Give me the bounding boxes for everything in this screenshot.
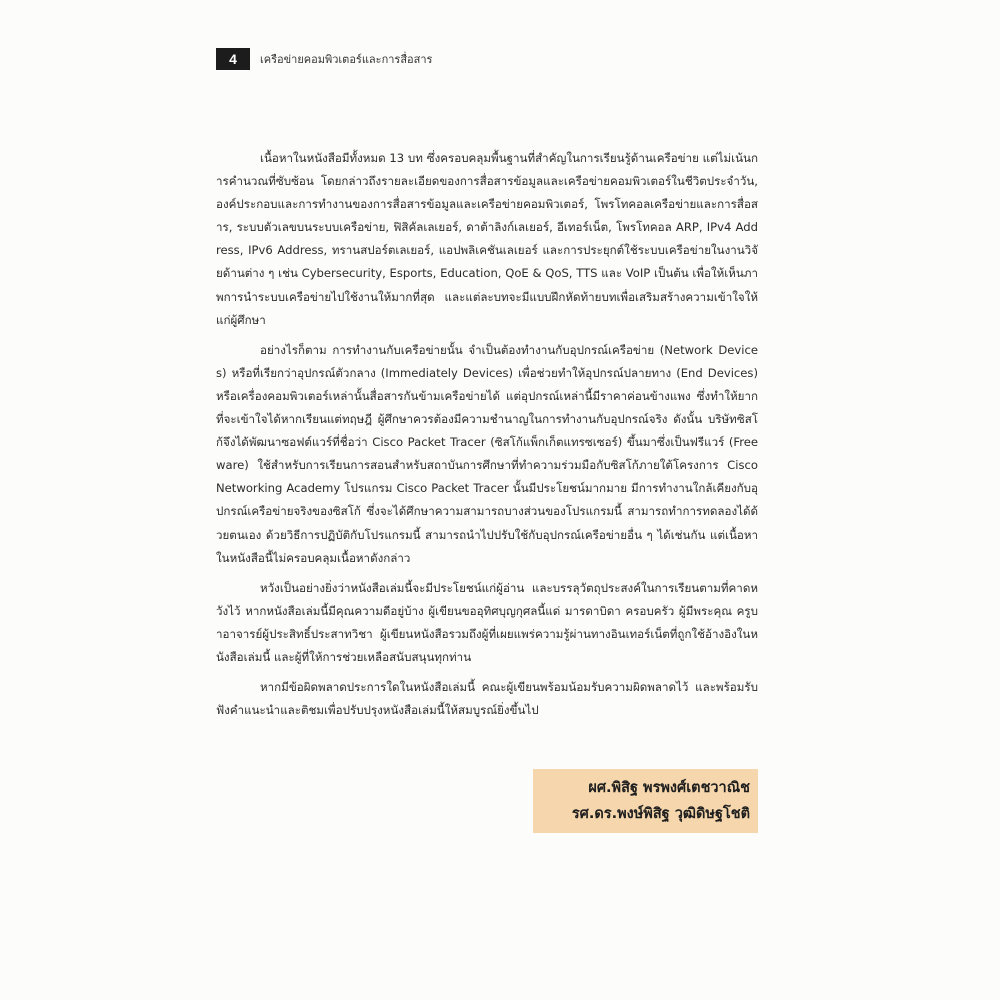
author-signature-box: [533, 769, 758, 833]
author-name-2: รศ.ดร.พงษ์พิสิฐ วุฒิดิษฐโชติ: [571, 806, 750, 822]
paragraph-1: เนื้อหาในหนังสือมีทั้งหมด 13 บท ซึ่งครอบคลุมพื้นฐานที่สำคัญในการเรียนรู้ด้านเครือข่าย แต่ไม่เน้นการคำนวณที่ซับซ้อน โดยกล่าวถึงรายละเอียดของการสื่อสารข้อมูลและเครือข่ายคอมพิวเตอร์ในชีวิตประจำวัน, องค์ประกอบและการทำงานของการสื่อสารข้อมูลและเครือข่ายคอมพิวเตอร์, โพรโทคอลเครือข่ายและการสื่อสาร, ระบบตัวเลขบนระบบเครือข่าย, ฟิสิคัลเลเยอร์, ดาต้าลิงก์เลเยอร์, อีเทอร์เน็ต, โพรโทคอล ARP, IPv4 Address, IPv6 Address, ทรานสปอร์ตเลเยอร์, แอปพลิเคชันเลเยอร์ และการประยุกต์ใช้ระบบเครือข่ายในงานวิจัยด้านต่าง ๆ เช่น Cybersecurity, Esports, Education, QoE & QoS, TTS และ VoIP เป็นต้น เพื่อให้เห็นภาพการนำระบบเครือข่ายไปใช้งานให้มากที่สุด และแต่ละบทจะมีแบบฝึกหัดท้ายบทเพื่อเสริมสร้างความเข้าใจให้แก่ผู้ศึกษา: [216, 151, 758, 327]
page-number: 4: [216, 48, 250, 70]
paragraph-2: อย่างไรก็ตาม การทำงานกับเครือข่ายนั้น จำเป็นต้องทำงานกับอุปกรณ์เครือข่าย (Network Devices) หรือที่เรียกว่าอุปกรณ์ตัวกลาง (Immediately Devices) เพื่อช่วยทำให้อุปกรณ์ปลายทาง (End Devices) หรือเครื่องคอมพิวเตอร์เหล่านั้นสื่อสารกันข้ามเครือข่ายได้ แต่อุปกรณ์เหล่านี้มีราคาค่อนข้างแพง ซึ่งทำให้ยากที่จะเข้าใจได้หากเรียนแต่ทฤษฎี ผู้ศึกษาควรต้องมีความชำนาญในการทำงานกับอุปกรณ์จริง ดังนั้น บริษัทซิสโก้จึงได้พัฒนาซอฟต์แวร์ที่ชื่อว่า Cisco Packet Tracer (ซิสโก้แพ็กเก็ตแทรซเซอร์) ขึ้นมาซึ่งเป็นฟรีแวร์ (Freeware) ใช้สำหรับการเรียนการสอนสำหรับสถาบันการศึกษาที่ทำความร่วมมือกับซิสโก้ภายใต้โครงการ Cisco Networking Academy โปรแกรม Cisco Packet Tracer นั้นมีประโยชน์มากมาย มีการทำงานใกล้เคียงกับอุปกรณ์เครือข่ายจริงของซิสโก้ ซึ่งจะได้ศึกษาความสามารถบางส่วนของโปรแกรมนี้ สามารถทำการทดลองได้ด้วยตนเอง ด้วยวิธีการปฏิบัติกับโปรแกรมนี้ สามารถนำไปปรับใช้กับอุปกรณ์เครือข่ายอื่น ๆ ได้เช่นกัน แต่เนื้อหาในหนังสือนี้ไม่ครอบคลุมเนื้อหาดังกล่าว: [216, 342, 758, 565]
paragraph-4: หากมีข้อผิดพลาดประการใดในหนังสือเล่มนี้ คณะผู้เขียนพร้อมน้อมรับความผิดพลาดไว้ และพร้อมรับฟังคำแนะนำและติชมเพื่อปรับปรุงหนังสือเล่มนี้ให้สมบูรณ์ยิ่งขึ้นไป: [216, 680, 758, 718]
page-header: [216, 48, 432, 70]
chapter-title: เครือข่ายคอมพิวเตอร์และการสื่อสาร: [260, 53, 433, 66]
body-text: [216, 147, 758, 729]
paragraph-3: หวังเป็นอย่างยิ่งว่าหนังสือเล่มนี้จะมีประโยชน์แก่ผู้อ่าน และบรรลุวัตถุประสงค์ในการเรียนตามที่คาดหวังไว้ หากหนังสือเล่มนี้มีคุณความดีอยู่บ้าง ผู้เขียนขออุทิศบุญกุศลนี้แด่ มารดาบิดา ครอบครัว ผู้มีพระคุณ ครูบาอาจารย์ผู้ประสิทธิ์ประสาทวิชา ผู้เขียนหนังสือรวมถึงผู้ที่เผยแพร่ความรู้ผ่านทางอินเทอร์เน็ตที่ถูกใช้อ้างอิงในหนังสือเล่มนี้ และผู้ที่ให้การช่วยเหลือสนับสนุนทุกท่าน: [216, 580, 758, 664]
author-name-1: ผศ.พิสิฐ พรพงศ์เตชวาณิช: [588, 780, 750, 796]
